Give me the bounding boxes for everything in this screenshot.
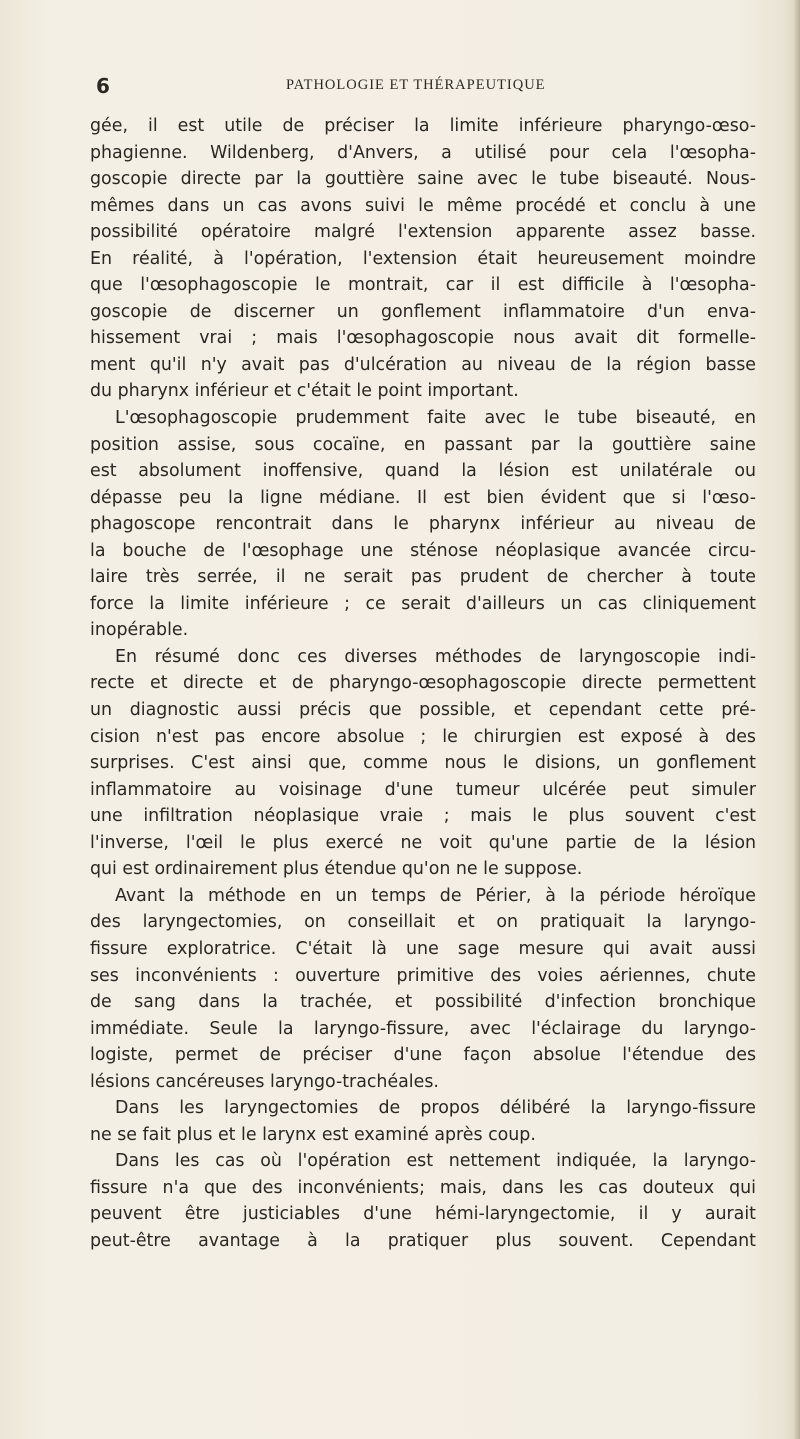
text-line: phagienne. Wildenberg, d'Anvers, a utilisé pour cela l'œsopha- <box>90 142 756 163</box>
text-line: fissure n'a que des inconvénients; mais, dans les cas douteux qui <box>90 1177 756 1198</box>
text-line: goscopie directe par la gouttière saine avec le tube biseauté. Nous- <box>90 169 756 190</box>
text-line: dépasse peu la ligne médiane. Il est bien évident que si l'œso- <box>90 487 756 508</box>
paragraph-first-line: Dans les laryngectomies de propos délibéré la laryngo-fissure <box>115 1098 756 1119</box>
text-line: possibilité opératoire malgré l'extension apparente assez basse. <box>90 222 756 243</box>
text-line: ses inconvénients : ouverture primitive des voies aériennes, chute <box>90 965 756 986</box>
text-line: cision n'est pas encore absolue ; le chirurgien est exposé à des <box>90 726 756 747</box>
text-line: force la limite inférieure ; ce serait d'ailleurs un cas cliniquement <box>90 593 756 614</box>
text-line: qui est ordinairement plus étendue qu'on ne le suppose. <box>90 859 583 880</box>
text-line: des laryngectomies, on conseillait et on pratiquait la laryngo- <box>90 912 756 933</box>
text-line: de sang dans la trachée, et possibilité d'infection bronchique <box>90 992 756 1013</box>
text-line: une infiltration néoplasique vraie ; mais le plus souvent c'est <box>90 806 756 827</box>
running-head-title: PATHOLOGIE ET THÉRAPEUTIQUE <box>286 77 546 93</box>
paragraph-first-line: L'œsophagoscopie prudemment faite avec le tube biseauté, en <box>115 408 756 429</box>
text-line: ne se fait plus et le larynx est examiné après coup. <box>90 1124 536 1145</box>
text-line: un diagnostic aussi précis que possible, et cependant cette pré- <box>90 700 756 721</box>
text-line: surprises. C'est ainsi que, comme nous le disions, un gonflement <box>90 753 756 774</box>
text-line: inflammatoire au voisinage d'une tumeur ulcérée peut simuler <box>90 779 756 800</box>
text-line: l'inverse, l'œil le plus exercé ne voit qu'une partie de la lésion <box>90 832 756 853</box>
text-line: que l'œsophagoscopie le montrait, car il est difficile à l'œsopha- <box>90 275 756 296</box>
page-number: 6 <box>96 74 110 98</box>
paragraph-first-line: Avant la méthode en un temps de Périer, à la période héroïque <box>115 885 756 906</box>
text-line: logiste, permet de préciser d'une façon absolue l'étendue des <box>90 1045 756 1066</box>
text-line: immédiate. Seule la laryngo-fissure, avec l'éclairage du laryngo- <box>90 1018 756 1039</box>
text-line: En réalité, à l'opération, l'extension était heureusement moindre <box>90 248 756 269</box>
text-line: laire très serrée, il ne serait pas prudent de chercher à toute <box>90 567 756 588</box>
text-line: lésions cancéreuses laryngo-trachéales. <box>90 1071 439 1092</box>
text-line: mêmes dans un cas avons suivi le même procédé et conclu à une <box>90 195 756 216</box>
page-edge-shadow <box>794 0 800 1439</box>
text-line: peuvent être justiciables d'une hémi-laryngectomie, il y aurait <box>90 1204 756 1225</box>
text-line: du pharynx inférieur et c'était le point important. <box>90 381 519 402</box>
text-line: recte et directe et de pharyngo-œsophagoscopie directe permettent <box>90 673 756 694</box>
text-line: phagoscope rencontrait dans le pharynx inférieur au niveau de <box>90 514 756 535</box>
body-text <box>90 113 756 1255</box>
paragraph-first-line: Dans les cas où l'opération est nettement indiquée, la laryngo- <box>115 1151 756 1172</box>
text-line: position assise, sous cocaïne, en passant par la gouttière saine <box>90 434 756 455</box>
text-line: gée, il est utile de préciser la limite inférieure pharyngo-œso- <box>90 116 756 136</box>
text-line: peut-être avantage à la pratiquer plus souvent. Cependant <box>90 1230 756 1251</box>
text-line: est absolument inoffensive, quand la lésion est unilatérale ou <box>90 461 756 482</box>
text-line: la bouche de l'œsophage une sténose néoplasique avancée circu- <box>90 540 756 561</box>
text-line: inopérable. <box>90 620 189 641</box>
paragraph-first-line: En résumé donc ces diverses méthodes de laryngoscopie indi- <box>115 646 756 667</box>
running-head <box>96 74 756 98</box>
text-line: goscopie de discerner un gonflement inflammatoire d'un enva- <box>90 301 756 322</box>
text-line: fissure exploratrice. C'était là une sage mesure qui avait aussi <box>90 938 756 959</box>
text-line: ment qu'il n'y avait pas d'ulcération au niveau de la région basse <box>90 354 756 375</box>
text-line: hissement vrai ; mais l'œsophagoscopie nous avait dit formelle- <box>90 328 756 349</box>
